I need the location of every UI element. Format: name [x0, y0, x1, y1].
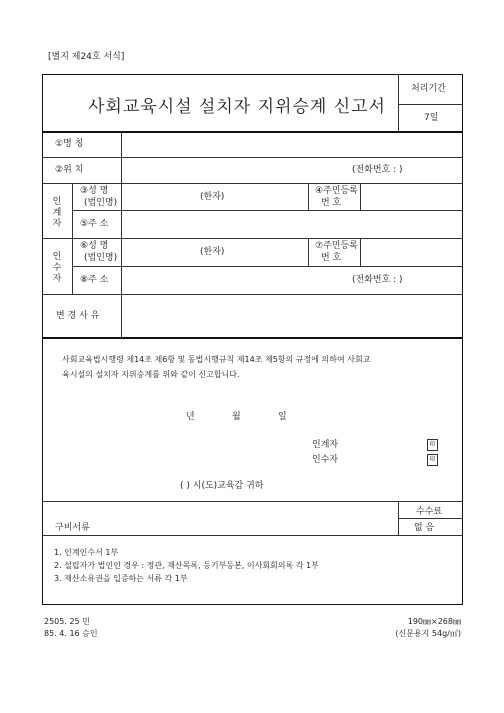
fee-label: 수수료	[416, 507, 443, 517]
transferor-hanja: (한자)	[200, 192, 225, 202]
transferor-id-sub: 번 호	[321, 198, 342, 208]
transferee-id-field[interactable]	[362, 240, 461, 265]
transferor-name-sub: (법인명)	[84, 198, 118, 208]
transferee-phone: (전화번호 : )	[352, 275, 403, 285]
transferee-hanja: (한자)	[200, 247, 225, 257]
processing-label: 처리기간	[411, 84, 446, 94]
signer-transferor-stamp-icon: 印	[427, 439, 438, 451]
location-label: ②위 치	[55, 165, 84, 175]
statement-line-2: 육시설의 설치자 지위승계를 위와 같이 신고합니다.	[62, 370, 240, 379]
transferor-address-label: ⑤주 소	[80, 219, 109, 229]
form-label: [별지 제24호 서식]	[48, 52, 125, 62]
footer-right-1: 190㎜×268㎜	[407, 617, 461, 626]
document-item-3: 3. 재산소유권을 입증하는 서류 각 1부	[54, 574, 188, 583]
documents-label: 구비서류	[55, 523, 90, 533]
date-month: 월	[232, 412, 241, 422]
name-label: ①명 칭	[55, 139, 84, 149]
footer-right-2: (신문용지 54g/㎡)	[395, 629, 461, 638]
transferee-group-label: 인수자	[52, 252, 62, 284]
processing-value: 7일	[424, 113, 439, 123]
fee-value: 없 음	[414, 523, 435, 533]
transferee-name-label: ⑥성 명	[80, 241, 109, 251]
footer-left-2: 85. 4. 16 승인	[44, 629, 98, 638]
transferor-name-label: ③성 명	[80, 186, 109, 196]
date-year: 년	[186, 412, 195, 422]
name-field[interactable]	[123, 133, 461, 156]
document-item-1: 1. 인계인수서 1부	[54, 548, 119, 557]
footer-left-1: 2505. 25 민	[44, 617, 90, 626]
transferor-id-label: ④주민등록	[315, 186, 358, 196]
date-day: 일	[278, 412, 287, 422]
document-item-2: 2. 설립자가 법인인 경우 : 정관, 재산목록, 등기부등본, 이사회회의록 각 1부	[54, 561, 319, 570]
transferee-id-label: ⑦주민등록	[315, 241, 358, 251]
signer-transferee-stamp-icon: 印	[427, 454, 438, 466]
change-reason-label: 변 경 사 유	[56, 311, 100, 321]
transferee-name-sub: (법인명)	[84, 253, 118, 263]
location-field[interactable]	[123, 159, 343, 182]
addressee: ( ) 시(도)교육감 귀하	[180, 481, 264, 491]
statement-line-1: 사회교육법시행령 제14조 제6항 및 동법시행규칙 제14조 제5항의 규정에 의하여 사회교	[62, 355, 371, 364]
transferor-address-field[interactable]	[123, 212, 461, 237]
signer-transferor-label: 인계자	[312, 440, 339, 450]
signer-transferee-label: 인수자	[312, 455, 339, 465]
transferor-id-field[interactable]	[362, 185, 461, 209]
transferee-address-label: ⑧주 소	[80, 275, 109, 285]
transferee-id-sub: 번 호	[321, 253, 342, 263]
transferee-address-field[interactable]	[123, 268, 343, 293]
transferor-group-label: 인계자	[52, 197, 62, 229]
change-reason-field[interactable]	[123, 296, 461, 336]
location-phone: (전화번호 : )	[352, 165, 403, 175]
form-title: 사회교육시설 설치자 지위승계 신고서	[88, 97, 386, 117]
